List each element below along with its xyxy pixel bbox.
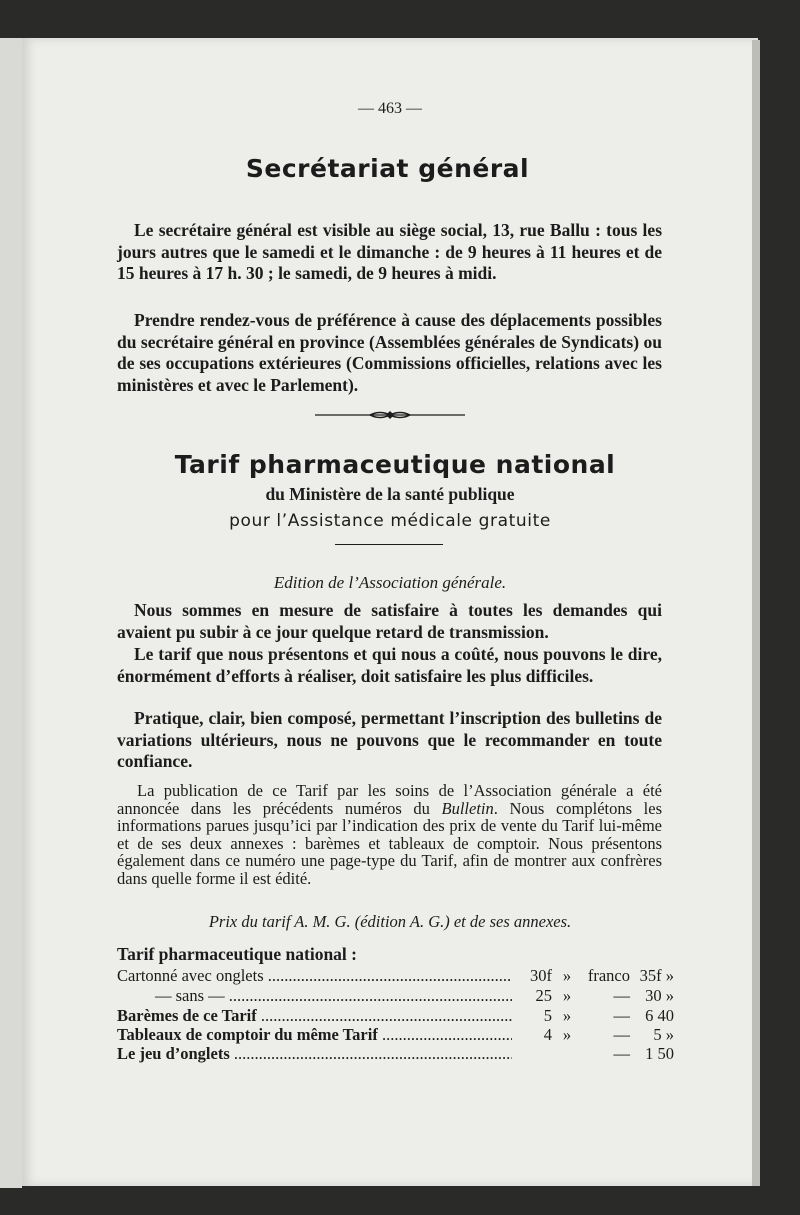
row-ditto: »: [562, 1025, 572, 1044]
ornament-divider: [315, 408, 465, 422]
recommendation-paragraph: Pratique, clair, bien composé, permettant l’inscription des bulletins de variations ultérieurs, nous ne pouvons que le recommander en toute confiance.: [117, 708, 662, 771]
row-franco: —: [613, 1025, 630, 1044]
price-caption: Prix du tarif A. M. G. (édition A. G.) et de ses annexes.: [208, 912, 572, 931]
table-row: [117, 1044, 677, 1064]
row-label: Tableaux de comptoir du même Tarif .....: [117, 1025, 512, 1045]
row-franco-price: 30 »: [645, 986, 674, 1005]
title-rule: [335, 544, 443, 545]
row-price: 30f: [530, 966, 552, 985]
row-ditto: »: [562, 966, 572, 985]
row-franco-price: 1 50: [645, 1044, 674, 1063]
page-number: — 463 —: [358, 100, 422, 117]
demand-paragraph: Nous sommes en mesure de satisfaire à toutes les demandes qui avaient pu subir à ce jour quelque retard de transmission.: [117, 600, 662, 642]
appointment-paragraph: Prendre rendez-vous de préférence à cause des déplacements possibles du secrétaire général en province (Assemblées générales de Syndicats) ou de ses occupations extérieures (Commissions officielles, relations avec les ministères et avec le Parlement).: [117, 310, 662, 395]
left-page-edge: [0, 38, 22, 1188]
right-page-edge: [752, 40, 760, 1186]
row-price: 25: [535, 986, 552, 1005]
row-price: 4: [543, 1025, 552, 1044]
row-franco: —: [613, 1006, 630, 1025]
row-label: — sans — .....: [117, 986, 512, 1006]
row-franco-price: 6 40: [645, 1006, 674, 1025]
row-price: 5: [543, 1006, 552, 1025]
assistance-subtitle: pour l’Assistance médicale gratuite: [229, 511, 551, 531]
secretariat-hours-paragraph: Le secrétaire général est visible au siège social, 13, rue Ballu : tous les jours autres que le samedi et le dimanche : de 9 heures à 11 heures et de 15 heures à 17 h. 30 ; le samedi, de 9 heures à midi.: [117, 220, 662, 283]
table-row: [117, 1025, 677, 1045]
row-ditto: »: [562, 1006, 572, 1025]
ministry-subtitle: du Ministère de la santé publique: [265, 484, 515, 504]
row-franco: franco: [587, 966, 630, 985]
row-franco: —: [613, 1044, 630, 1063]
row-ditto: »: [562, 986, 572, 1005]
table-row: [117, 986, 677, 1006]
publication-paragraph: La publication de ce Tarif par les soins de l’Association générale a été annoncée dans les précédents numéros du Bulletin. Nous complétons les informations parues jusqu’ici par l’indication des prix de vente du Tarif lui-même et de ses deux annexes : barèmes et tableaux de comptoir. Nous présentons également dans ce numéro une page-type du Tarif, afin de montrer aux confrères dans quelle forme il est édité.: [117, 781, 662, 888]
row-label: Barèmes de ce Tarif .....: [117, 1006, 512, 1026]
edition-caption: Edition de l’Association générale.: [273, 573, 507, 592]
section-title-tarif: Tarif pharmaceutique national: [174, 450, 616, 479]
row-label: Cartonné avec onglets .....: [117, 966, 512, 986]
row-franco-price: 5 »: [653, 1025, 674, 1044]
table-row: [117, 966, 677, 986]
row-franco: —: [613, 986, 630, 1005]
row-label: Le jeu d’onglets .....: [117, 1044, 512, 1064]
row-franco-price: 35f »: [639, 966, 674, 985]
table-row: [117, 1006, 677, 1026]
section-title-secretariat: Secrétariat général: [245, 154, 530, 183]
tarif-effort-paragraph: Le tarif que nous présentons et qui nous a coûté, nous pouvons le dire, énormément d’efforts à réaliser, doit satisfaire les plus difficiles.: [117, 644, 662, 686]
price-table-heading: Tarif pharmaceutique national :: [117, 944, 357, 964]
